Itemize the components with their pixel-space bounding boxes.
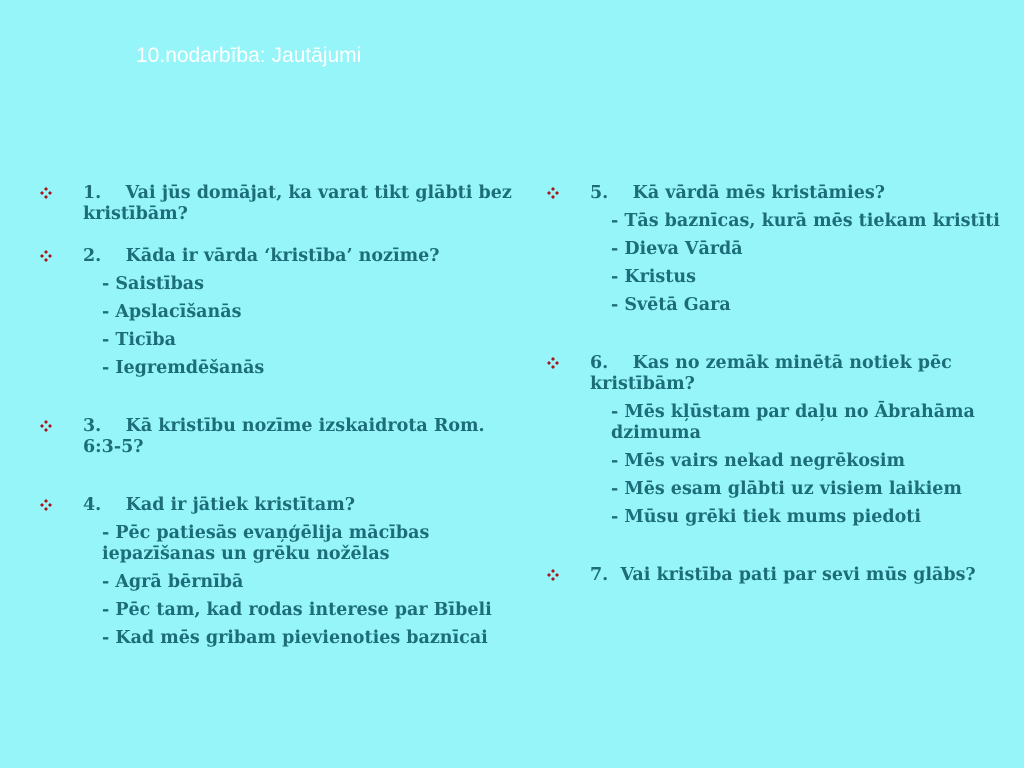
option-line: - Agrā bērnībā	[102, 572, 244, 592]
option-line: - Mēs esam glābti uz visiem laikiem	[611, 479, 962, 499]
left-column	[40, 183, 520, 649]
question-1-text: 1. Vai jūs domājat, ka varat tikt glābti bez kristībām?	[83, 183, 518, 224]
option-line: - Saistības	[102, 274, 204, 294]
question-3	[40, 416, 520, 458]
option-line: - Mūsu grēki tiek mums piedoti	[611, 507, 922, 527]
question-4-text: 4. Kad ir jātiek kristītam?	[83, 495, 356, 515]
question-3-text: 3. Kā kristību nozīme izskaidrota Rom. 6:3-5?	[83, 416, 491, 457]
question-6-text: 6. Kas no zemāk minētā notiek pēc kristībām?	[590, 353, 958, 394]
diamond-bullet-icon	[547, 187, 559, 199]
question-5-text: 5. Kā vārdā mēs kristāmies?	[590, 183, 885, 203]
diamond-bullet-icon	[40, 250, 52, 262]
option-line: - Apslacīšanās	[102, 302, 242, 322]
question-2-text: 2. Kāda ir vārda ‘kristība’ nozīme?	[83, 246, 440, 266]
option-line: - Kad mēs gribam pievienoties baznīcai	[102, 628, 488, 648]
option-line: - Pēc patiesās evaņģēlija mācības iepazīšanas un grēku nožēlas	[102, 523, 430, 564]
diamond-bullet-icon	[40, 187, 52, 199]
question-5	[547, 183, 1007, 204]
diamond-bullet-icon	[547, 357, 559, 369]
diamond-bullet-icon	[40, 420, 52, 432]
question-6	[547, 353, 1007, 395]
option-line: - Mēs kļūstam par daļu no Ābrahāma dzimuma	[611, 402, 975, 443]
option-line: - Pēc tam, kad rodas interese par Bībeli	[102, 600, 492, 620]
question-2	[40, 246, 520, 267]
option-line: - Tās baznīcas, kurā mēs tiekam kristīti	[611, 211, 1000, 231]
question-7	[547, 565, 1007, 586]
option-line: - Kristus	[611, 267, 696, 287]
slide-title: 10.nodarbība: Jautājumi	[136, 44, 362, 67]
option-line: - Iegremdēšanās	[102, 358, 265, 378]
diamond-bullet-icon	[40, 499, 52, 511]
option-line: - Svētā Gara	[611, 295, 731, 315]
right-column	[547, 183, 1007, 586]
diamond-bullet-icon	[547, 569, 559, 581]
question-1	[40, 183, 520, 225]
question-7-text: 7. Vai kristība pati par sevi mūs glābs?	[590, 565, 976, 585]
option-line: - Dieva Vārdā	[611, 239, 743, 259]
option-line: - Ticība	[102, 330, 176, 350]
option-line: - Mēs vairs nekad negrēkosim	[611, 451, 906, 471]
question-4	[40, 495, 520, 516]
